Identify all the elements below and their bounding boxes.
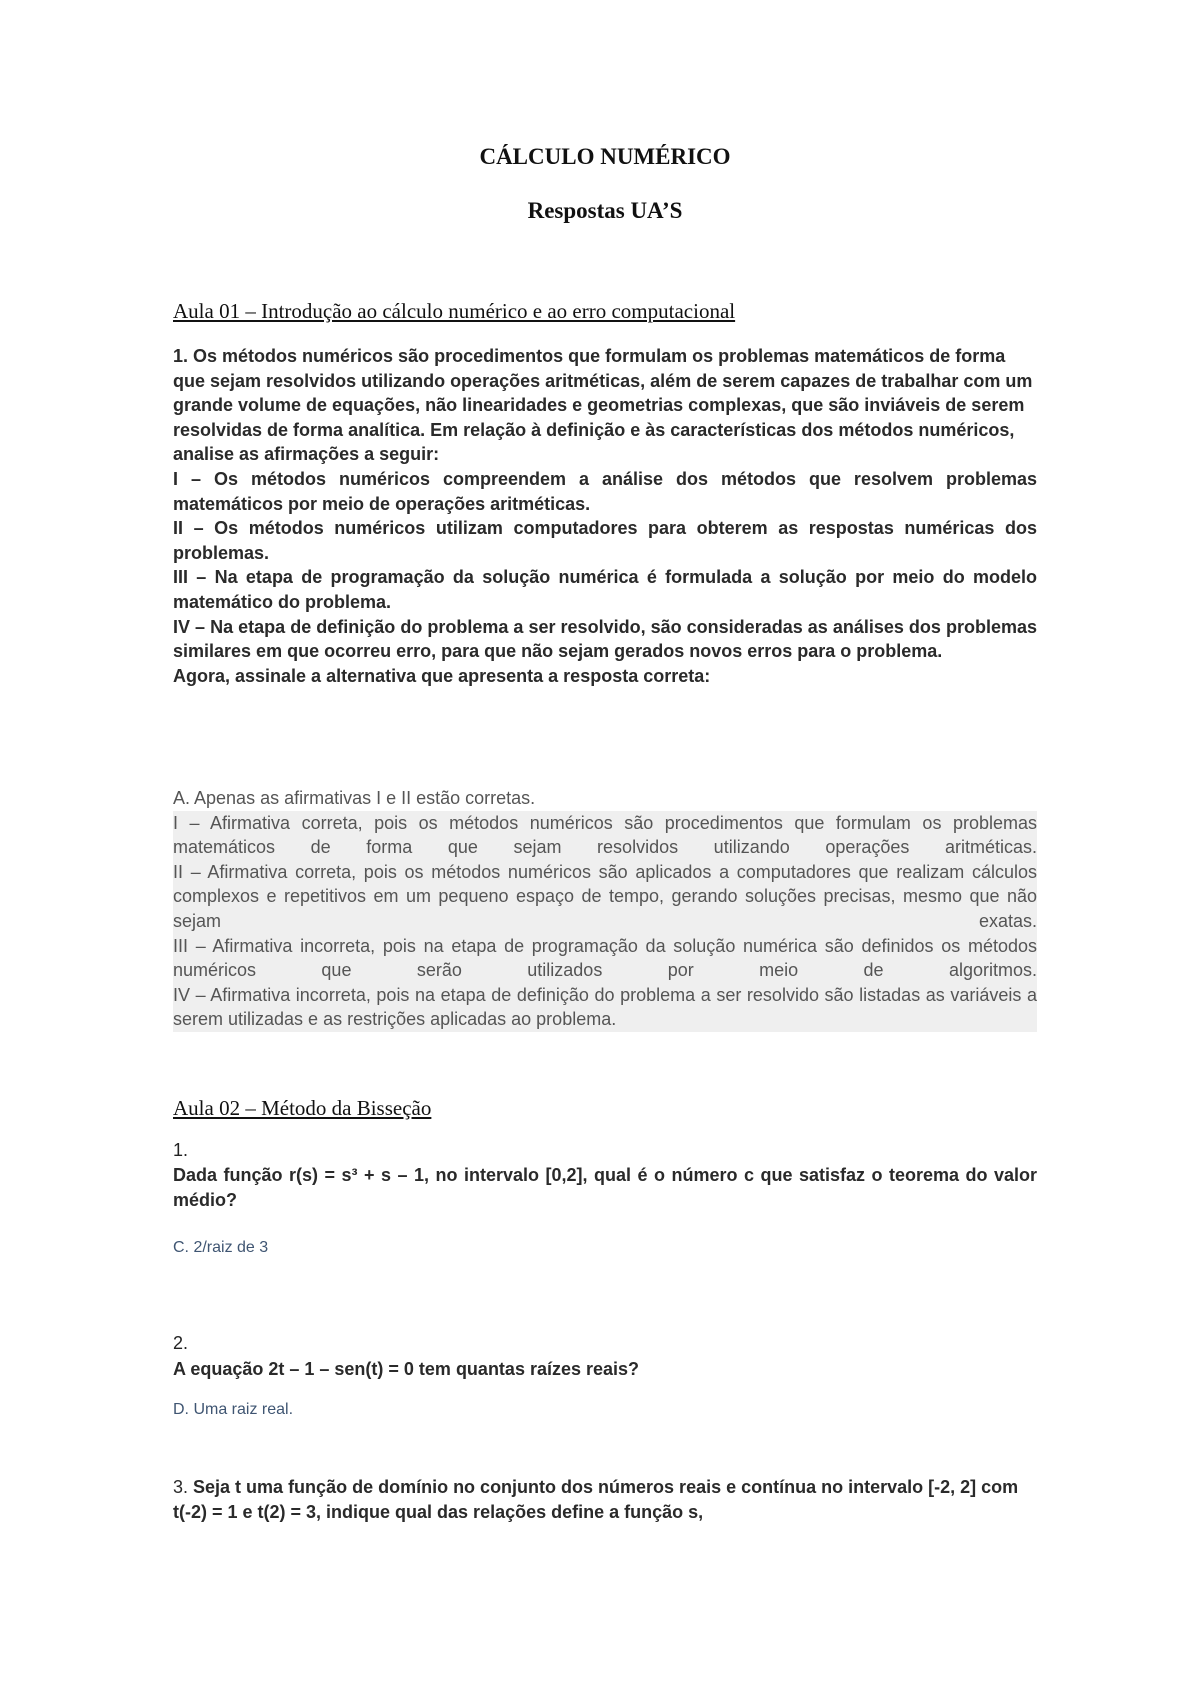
aula02-q1-number: 1. [173, 1140, 189, 1160]
aula02-q3-line [173, 1475, 1037, 1524]
aula01-item-3: III – Na etapa de programação da solução numérica é formulada a solução por meio do modelo matemático do problema. [173, 567, 1037, 612]
aula02-heading: Aula 02 – Método da Bisseção [173, 1096, 432, 1120]
aula02-q2-number: 2. [173, 1333, 189, 1353]
aula02-q3-number: 3. [173, 1477, 189, 1497]
aula01-explanation-3: III – Afirmativa incorreta, pois na etapa de programação da solução numérica são definidos os métodos numéricos que serão utilizados por meio de algoritmos. [173, 935, 1037, 981]
aula01-item-1: I – Os métodos numéricos compreendem a análise dos métodos que resolvem problemas matemáticos por meio de operações aritméticas. [173, 468, 1037, 514]
aula01-question [173, 344, 1037, 688]
aula02-q1-statement: Dada função r(s) = s³ + s – 1, no intervalo [0,2], qual é o número c que satisfaz o teorema do valor médio? [173, 1165, 1037, 1210]
aula01-explanation-2: II – Afirmativa correta, pois os métodos numéricos são aplicados a computadores que realizam cálculos complexos e repetitivos em um pequeno espaço de tempo, gerando soluções precisas, mesmo que não sejam exatas. [173, 861, 1037, 931]
aula02-q3-statement: Seja t uma função de domínio no conjunto dos números reais e contínua no intervalo [-2, 2] com t(-2) = 1 e t(2) = 3, indique qual das relações define a função s, [173, 1477, 1019, 1522]
aula01-answer-choice: A. Apenas as afirmativas I e II estão corretas. [173, 788, 536, 808]
aula01-question-intro [173, 344, 1037, 467]
aula01-answer-explanations [173, 811, 1037, 1032]
document-subtitle: Respostas UA’S [527, 198, 683, 223]
aula01-item-4: IV – Na etapa de definição do problema a ser resolvido, são consideradas as análises dos problemas similares em que ocorreu erro, para que não sejam gerados novos erros para o problema. [173, 616, 1037, 662]
aula01-prompt: Agora, assinale a alternativa que apresenta a resposta correta: [173, 665, 711, 686]
aula01-explanation-1: I – Afirmativa correta, pois os métodos numéricos são procedimentos que formulam os problemas matemáticos de forma que sejam resolvidos utilizando operações aritméticas. [173, 812, 1037, 858]
aula02-q2-answer: D. Uma raiz real. [173, 1401, 294, 1418]
aula02-q2-statement: A equação 2t – 1 – sen(t) = 0 tem quantas raízes reais? [173, 1359, 640, 1379]
aula02-q3 [173, 1475, 1037, 1524]
aula02-q2-text [173, 1357, 1037, 1382]
aula02-q1-text [173, 1163, 1037, 1212]
document-title: CÁLCULO NUMÉRICO [479, 144, 731, 169]
aula01-heading: Aula 01 – Introdução ao cálculo numérico e ao erro computacional [173, 299, 736, 323]
aula01-question-intro-text: 1. Os métodos numéricos são procedimentos que formulam os problemas matemáticos de forma que sejam resolvidos utilizando operações aritméticas, além de serem capazes de trabalhar com um grande volume de equações, não linearidades e geometrias complexas, que são inviáveis de serem resolvidas de forma analítica. Em relação à definição e às características dos métodos numéricos, analise as afirmações a seguir: [173, 346, 1033, 465]
aula01-answer [173, 786, 1037, 1032]
aula02-q1-answer: C. 2/raiz de 3 [173, 1239, 269, 1256]
aula01-item-2: II – Os métodos numéricos utilizam computadores para obterem as respostas numéricas dos problemas. [173, 518, 1037, 563]
aula01-explanation-4: IV – Afirmativa incorreta, pois na etapa de definição do problema a ser resolvido são listadas as variáveis a serem utilizadas e as restrições aplicadas ao problema. [173, 984, 1037, 1030]
